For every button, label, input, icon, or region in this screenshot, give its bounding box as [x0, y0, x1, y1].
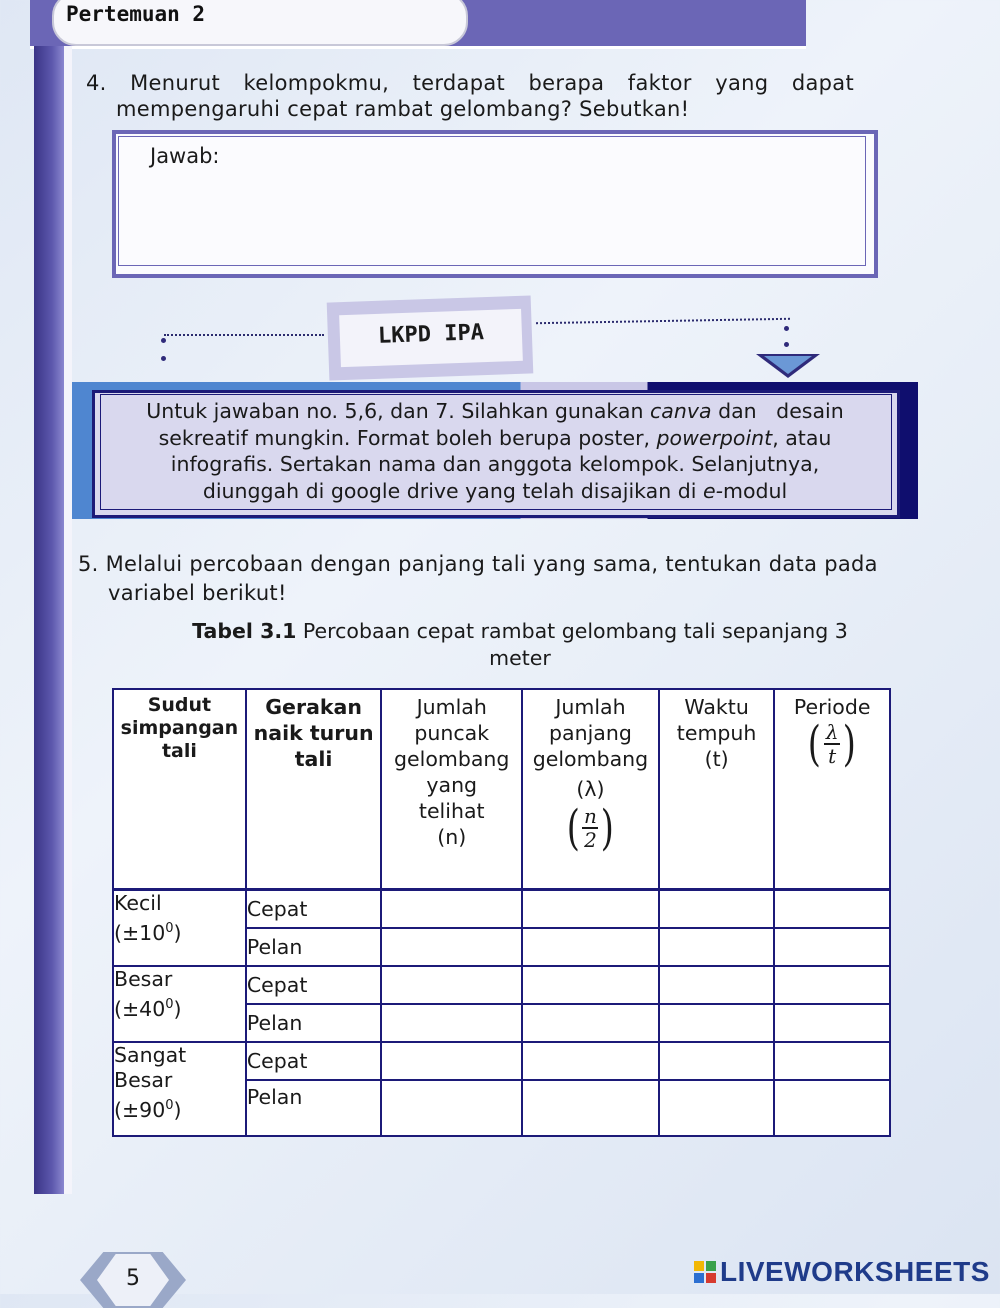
header-line: puncak: [414, 721, 490, 745]
header-periode: [774, 689, 890, 890]
input-cell[interactable]: [659, 1004, 775, 1042]
q4-word: Menurut: [130, 71, 221, 95]
angle-text: (±10: [114, 920, 166, 945]
group-label: Kecil: [114, 891, 162, 915]
instr-text: Untuk jawaban no. 5,6, dan 7. Silahkan gunakan: [146, 399, 651, 423]
input-cell[interactable]: [381, 1080, 522, 1136]
question-4-number: 4.: [86, 71, 107, 95]
instr-text: infografis. Sertakan nama dan anggota kelompok. Selanjutnya,: [170, 452, 820, 476]
motion-cell: Pelan: [246, 1004, 382, 1042]
instr-em: e-: [702, 478, 723, 503]
instr-text: sekreatif mungkin. Format boleh berupa poster,: [158, 425, 657, 450]
left-decor-edge: [64, 46, 72, 1194]
header-line: gelombang: [532, 747, 649, 771]
q4-word: berapa: [528, 71, 605, 95]
instr-text: diunggah di google drive yang telah disajikan di: [202, 478, 703, 503]
header-line: simpangan: [120, 717, 239, 739]
input-cell[interactable]: [774, 890, 890, 929]
input-cell[interactable]: [774, 966, 890, 1004]
motion-cell: Pelan: [246, 1080, 382, 1136]
header-line: (n): [437, 825, 467, 849]
dot-marker: [161, 338, 166, 343]
group-label-sangat-besar: [113, 1042, 246, 1136]
instruction-text: [100, 398, 890, 504]
frac-den: t: [828, 744, 837, 768]
header-gerakan: [246, 689, 382, 890]
input-cell[interactable]: [381, 1004, 522, 1042]
input-cell[interactable]: [522, 890, 659, 929]
answer-box-inner: [118, 136, 866, 266]
dot-marker: [161, 356, 166, 361]
brand-logo[interactable]: [694, 1256, 990, 1288]
q4-word: kelompokmu,: [243, 71, 390, 95]
input-cell[interactable]: [522, 1042, 659, 1080]
section-title: Pertemuan 2: [66, 2, 206, 26]
fraction-n-over-2: ( n 2 ): [566, 800, 615, 856]
question-4: [86, 70, 854, 122]
header-line: Jumlah: [416, 695, 487, 719]
header-line: yang: [426, 773, 478, 797]
left-decor-stripe: [34, 46, 64, 1194]
header-sudut: [113, 689, 246, 890]
q4-word: faktor: [627, 71, 692, 95]
caption-label: Tabel 3.1: [192, 619, 297, 643]
angle-sup: 0: [165, 997, 174, 1012]
page-number: 5: [126, 1266, 140, 1291]
motion-cell: Pelan: [246, 928, 382, 966]
input-cell[interactable]: [659, 966, 775, 1004]
question-5-line1: 5. Melalui percobaan dengan panjang tali yang sama, tentukan data pada: [78, 552, 878, 576]
header-line: naik turun: [253, 721, 374, 745]
group-label: Besar: [114, 1068, 173, 1092]
frac-num: λ: [825, 720, 839, 744]
input-cell[interactable]: [774, 1004, 890, 1042]
question-5-line2: variabel berikut!: [108, 581, 287, 605]
input-cell[interactable]: [659, 890, 775, 929]
header-line: (λ): [576, 777, 605, 801]
table-caption: [150, 618, 890, 672]
angle-close: ): [173, 996, 182, 1021]
frac-den: 2: [584, 828, 597, 852]
answer-label: Jawab:: [150, 144, 220, 168]
input-cell[interactable]: [659, 1042, 775, 1080]
motion-cell: Cepat: [246, 966, 382, 1004]
input-cell[interactable]: [774, 928, 890, 966]
dot-marker: [784, 326, 789, 331]
header-jumlah-puncak: [381, 689, 522, 890]
table-row: [113, 966, 890, 1004]
triangle-marker-inner-icon: [764, 356, 812, 374]
header-line: Periode: [793, 695, 871, 719]
instr-text: , atau: [772, 425, 832, 450]
header-jumlah-panjang: [522, 689, 659, 890]
header-line: tali: [294, 747, 333, 771]
angle-close: ): [173, 920, 182, 945]
data-table: [112, 688, 891, 1137]
instr-text: modul: [722, 478, 788, 503]
brand-grid-icon: [694, 1261, 716, 1283]
angle-text: (±40: [114, 996, 166, 1021]
instr-em: powerpoint: [656, 425, 773, 450]
lkpd-label: LKPD IPA: [377, 320, 485, 349]
input-cell[interactable]: [522, 1080, 659, 1136]
group-label-kecil: [113, 890, 246, 967]
header-line: (t): [704, 747, 729, 771]
header-line: Gerakan: [265, 695, 362, 719]
header-line: tempuh: [676, 721, 757, 745]
dotted-line-right: [536, 318, 790, 324]
header-line: panjang: [549, 721, 632, 745]
question-4-line1: [86, 70, 854, 96]
input-cell[interactable]: [381, 890, 522, 929]
table-row: [113, 890, 890, 929]
header-line: Waktu: [684, 695, 749, 719]
caption-text-line2: meter: [489, 646, 551, 670]
header-line: tali: [161, 740, 197, 762]
angle-sup: 0: [165, 1098, 174, 1113]
caption-text: Percobaan cepat rambat gelombang tali sepanjang 3: [296, 619, 848, 643]
table-row: [113, 1042, 890, 1080]
input-cell[interactable]: [522, 966, 659, 1004]
dotted-line-left: [164, 334, 324, 336]
header-line: gelombang: [394, 747, 510, 771]
angle-text: (±90: [114, 1097, 166, 1122]
input-cell[interactable]: [522, 1004, 659, 1042]
header-line: Sudut: [147, 694, 212, 716]
angle-sup: 0: [165, 921, 174, 936]
input-cell[interactable]: [381, 928, 522, 966]
frac-num: n: [584, 804, 597, 828]
input-cell[interactable]: [381, 966, 522, 1004]
input-cell[interactable]: [774, 1042, 890, 1080]
group-label: Besar: [114, 967, 173, 991]
brand-text: LIVEWORKSHEETS: [720, 1256, 990, 1287]
input-cell[interactable]: [659, 928, 775, 966]
input-cell[interactable]: [659, 1080, 775, 1136]
q4-word: dapat: [791, 71, 854, 95]
input-cell[interactable]: [774, 1080, 890, 1136]
fraction-lambda-over-t: ( λ t ): [808, 716, 857, 772]
group-label-besar: [113, 966, 246, 1042]
input-cell[interactable]: [522, 928, 659, 966]
q4-word: terdapat: [412, 71, 506, 95]
header-line: telihat: [418, 799, 485, 823]
dot-marker: [784, 342, 789, 347]
instr-text: dan desain: [711, 399, 844, 423]
header-line: Jumlah: [555, 695, 626, 719]
question-5: [78, 550, 918, 608]
header-waktu: [659, 689, 775, 890]
instr-em: canva: [650, 399, 712, 423]
group-label: Sangat: [114, 1043, 187, 1067]
motion-cell: Cepat: [246, 1042, 382, 1080]
q4-word: yang: [715, 71, 769, 95]
input-cell[interactable]: [381, 1042, 522, 1080]
motion-cell: Cepat: [246, 890, 382, 929]
question-4-line2: mempengaruhi cepat rambat gelombang? Sebutkan!: [116, 97, 690, 121]
angle-close: ): [173, 1097, 182, 1122]
